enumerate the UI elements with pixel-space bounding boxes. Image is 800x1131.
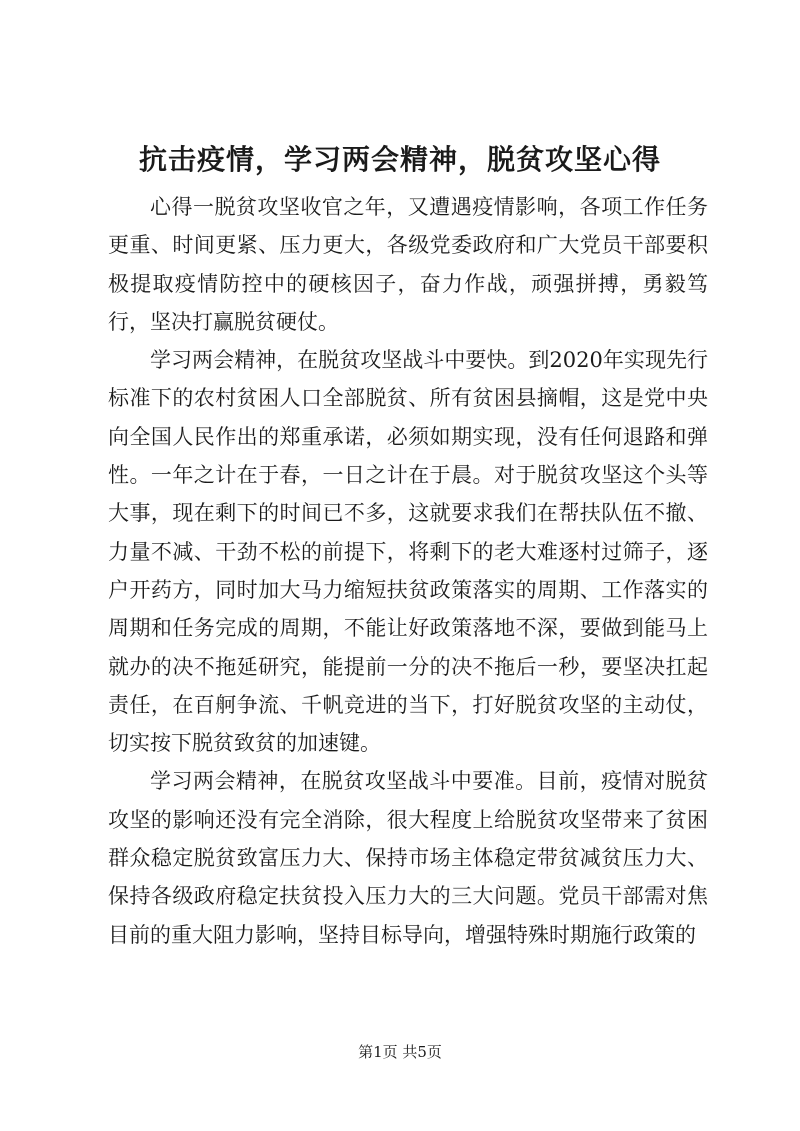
paragraph-3: 学习两会精神，在脱贫攻坚战斗中要准。目前，疫情对脱贫攻坚的影响还没有完全消除，很大程度上给脱贫攻坚带来了贫困群众稳定脱贫致富压力大、保持市场主体稳定带贫减贫压力大、保持各级政府稳定扶贫投入压力大的三大问题。党员干部需对焦目前的重大阻力影响，坚持目标导向，增强特殊时期施行政策的 xyxy=(108,769,708,947)
page-number-footer: 第1页 共5页 xyxy=(358,1043,442,1061)
document-title: 抗击疫情，学习两会精神，脱贫攻坚心得 xyxy=(138,143,661,176)
paragraph-2: 学习两会精神，在脱贫攻坚战斗中要快。到2020年实现先行标准下的农村贫困人口全部脱贫、所有贫困县摘帽，这是党中央向全国人民作出的郑重承诺，必须如期实现，没有任何退路和弹性。一年之计在于春，一日之计在于晨。对于脱贫攻坚这个头等大事，现在剩下的时间已不多，这就要求我们在帮扶队伍不撤、力量不减、干劲不松的前提下，将剩下的老大难逐村过筛子，逐户开药方，同时加大马力缩短扶贫政策落实的周期、工作落实的周期和任务完成的周期，不能让好政策落地不深，要做到能马上就办的决不拖延研究，能提前一分的决不拖后一秒，要坚决扛起责任，在百舸争流、千帆竞进的当下，打好脱贫攻坚的主动仗，切实按下脱贫致贫的加速键。 xyxy=(108,348,708,756)
paragraph-1: 心得一脱贫攻坚收官之年，又遭遇疫情影响，各项工作任务更重、时间更紧、压力更大，各级党委政府和广大党员干部要积极提取疫情防控中的硬核因子，奋力作战，顽强拼搏，勇毅笃行，坚决打赢脱贫硬仗。 xyxy=(108,195,708,334)
document-body xyxy=(108,188,708,954)
